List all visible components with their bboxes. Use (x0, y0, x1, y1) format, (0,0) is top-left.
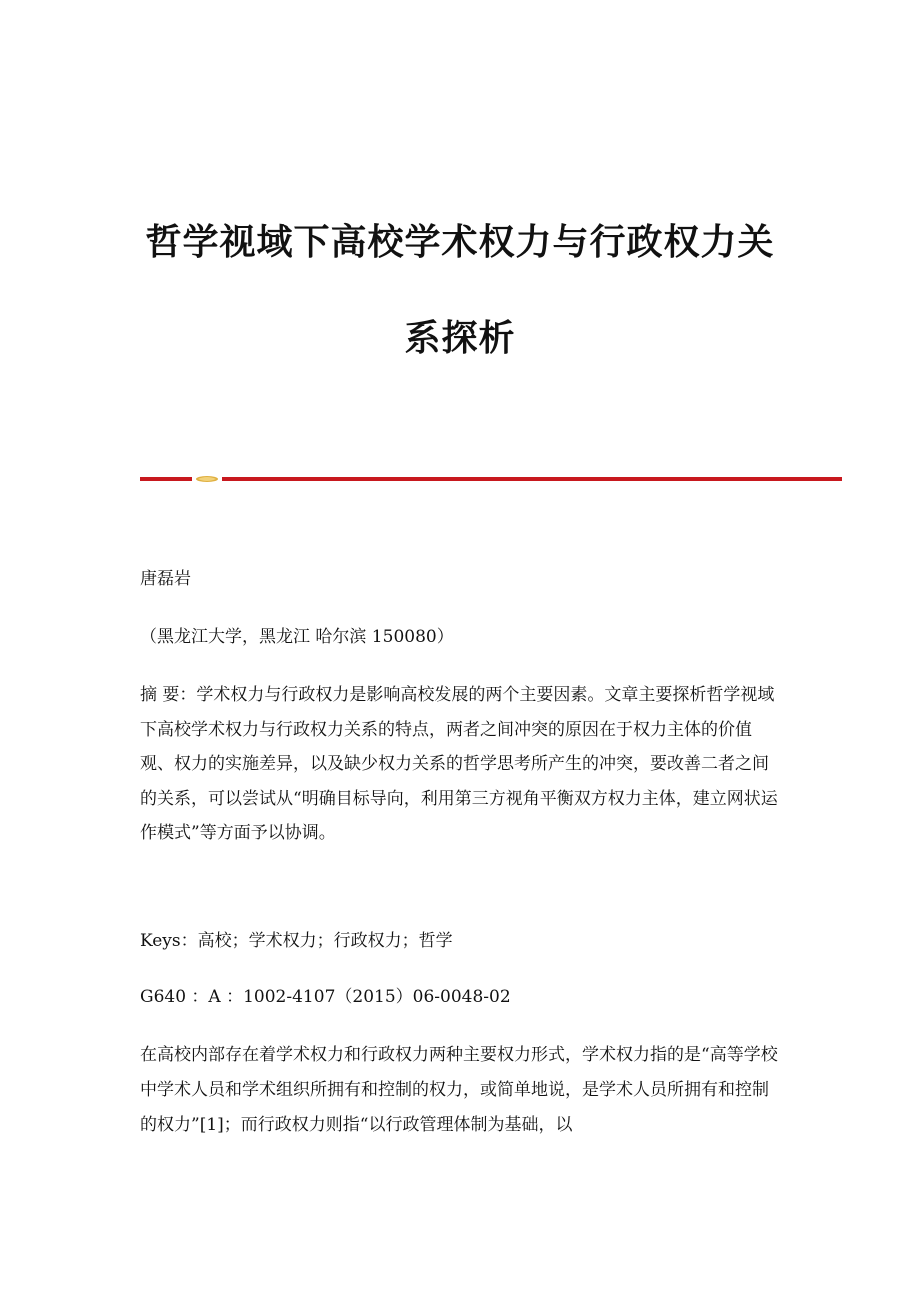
intro-paragraph: 在高校内部存在着学术权力和行政权力两种主要权力形式，学术权力指的是“高等学校中学术人员和学术组织所拥有和控制的权力，或简单地说，是学术人员所拥有和控制的权力”[1]；而行政权力则指“以行政管理体制为基础，以 (140, 1045, 778, 1135)
keywords-label: Keys： (140, 931, 198, 951)
paper-title-line-2: 系探析 (404, 317, 516, 359)
divider-ornament-icon (194, 475, 220, 483)
paper-title-line-1: 哲学视域下高校学术权力与行政权力关 (145, 221, 775, 263)
keywords (140, 928, 780, 954)
abstract-text: 学术权力与行政权力是影响高校发展的两个主要因素。文章主要探析哲学视域下高校学术权力与行政权力关系的特点，两者之间冲突的原因在于权力主体的价值观、权力的实施差异，以及缺少权力关系的哲学思考所产生的冲突，要改善二者之间的关系，可以尝试从“明确目标导向，利用第三方视角平衡双方权力主体，建立网状运作模式”等方面予以协调。 (140, 685, 778, 843)
classification-code: G640 ：A ：1002-4107（2015）06-0048-02 (140, 987, 511, 1007)
title-divider-right (222, 477, 842, 481)
keywords-text: 高校；学术权力；行政权力；哲学 (197, 931, 453, 951)
author-affiliation: （黑龙江大学，黑龙江 哈尔滨 150080） (140, 627, 454, 647)
abstract-label: 摘 要： (140, 685, 197, 705)
title-divider-left (140, 477, 192, 481)
author-name: 唐磊岩 (140, 569, 191, 589)
abstract (140, 678, 780, 851)
